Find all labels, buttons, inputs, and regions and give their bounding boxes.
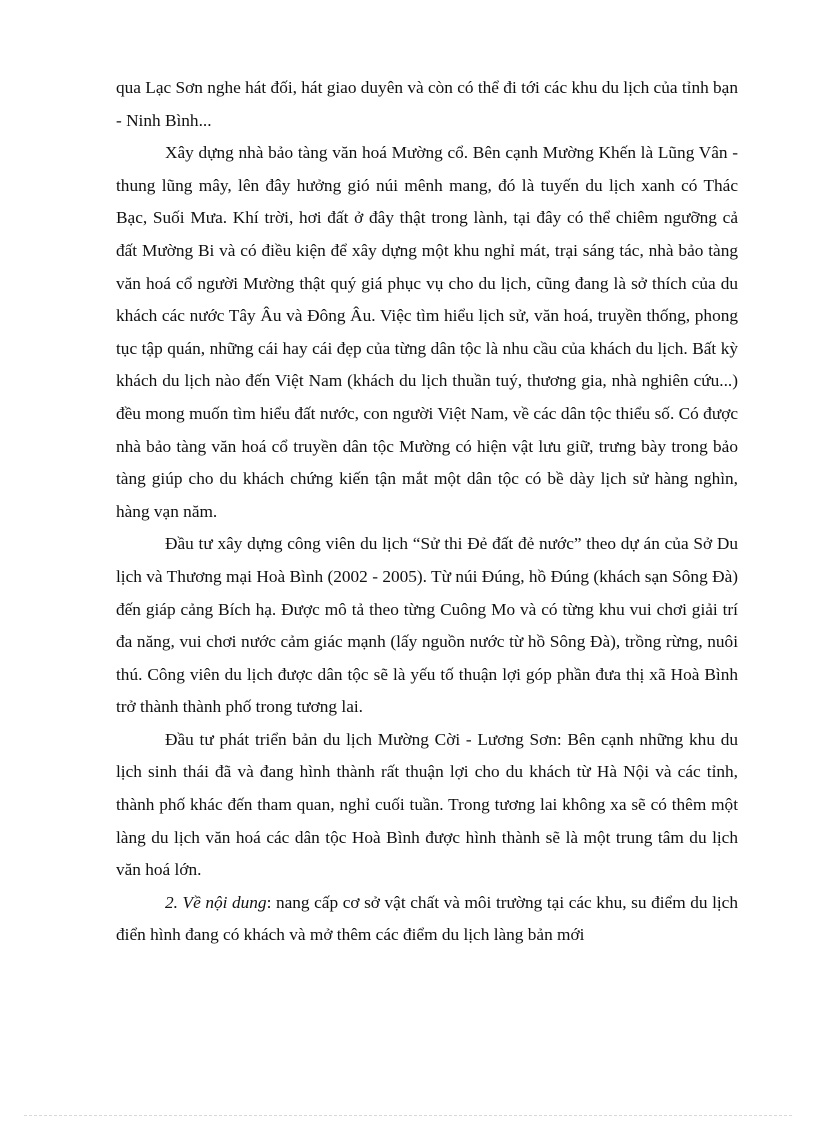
document-page [116, 72, 738, 952]
paragraph-muong-coi: Đầu tư phát triển bản du lịch Mường Cời - Lương Sơn: Bên cạnh những khu du lịch sinh thái đã và đang hình thành rất thuận lợi cho du khách từ Hà Nội và các tỉnh, thành phố khác đến tham quan, nghỉ cuối tuần. Trong tương lai không xa sẽ có thêm một làng du lịch văn hoá các dân tộc Hoà Bình được hình thành sẽ là một trung tâm du lịch văn hoá lớn. [116, 729, 738, 880]
section-heading: 2. Về nội dung [165, 892, 267, 912]
paragraph-muong-museum: Xây dựng nhà bảo tàng văn hoá Mường cổ. Bên cạnh Mường Khến là Lũng Vân - thung lũng mây, lên đây hưởng gió núi mênh mang, đó là tuyến du lịch xanh có Thác Bạc, Suối Mưa. Khí trời, hơi đất ở đây thật trong lành, tại đây có thể chiêm ngưỡng cả đất Mường Bi và có điều kiện để xây dựng một khu nghỉ mát, trại sáng tác, nhà bảo tàng văn hoá cổ người Mường thật quý giá phục vụ cho du lịch, cũng đang là sở thích của du khách các nước Tây Âu và Đông Âu. Việc tìm hiểu lịch sử, văn hoá, truyền thống, phong tục tập quán, những cái hay cái đẹp của từng dân tộc là nhu cầu của khách du lịch. Bất kỳ khách du lịch nào đến Việt Nam (khách du lịch thuần tuý, thương gia, nhà nghiên cứu...) đều mong muốn tìm hiểu đất nước, con người Việt Nam, về các dân tộc thiểu số. Có được nhà bảo tàng văn hoá cổ truyền dân tộc Mường có hiện vật lưu giữ, trưng bày trong bảo tàng giúp cho du khách chứng kiến tận mắt một dân tộc có bề dày lịch sử hàng nghìn, hàng vạn năm. [116, 143, 738, 521]
paragraph-content-section [116, 887, 738, 952]
paragraph-epic-park: Đầu tư xây dựng công viên du lịch “Sử thi Đẻ đất đẻ nước” theo dự án của Sở Du lịch và Thương mại Hoà Bình (2002 - 2005). Từ núi Đúng, hồ Đúng (khách sạn Sông Đà) đến giáp cảng Bích hạ. Được mô tả theo từng Cuông Mo và có từng khu vui chơi giải trí đa năng, vui chơi nước cảm giác mạnh (lấy nguồn nước từ hồ Sông Đà), trồng rừng, nuôi thú. Công viên du lịch được dân tộc sẽ là yếu tố thuận lợi góp phần đưa thị xã Hoà Bình trở thành thành phố trong tương lai. [116, 534, 738, 717]
section-text: : nang cấp cơ sở vật chất và môi trường tại các khu, su điểm du lịch điển hình đang có khách và mở thêm các điểm du lịch làng bản mới [116, 892, 738, 945]
paragraph-lac-son: qua Lạc Sơn nghe hát đối, hát giao duyên và còn có thể đi tới các khu du lịch của tỉnh bạn - Ninh Bình... [116, 78, 738, 130]
page-bottom-divider [24, 1115, 792, 1116]
